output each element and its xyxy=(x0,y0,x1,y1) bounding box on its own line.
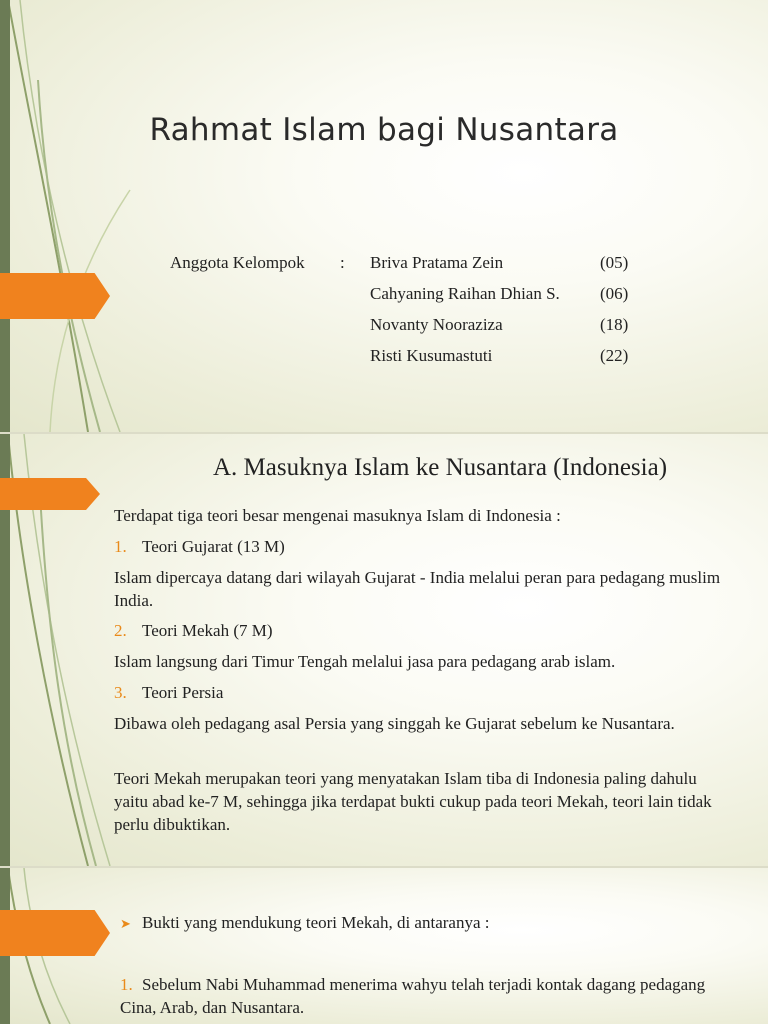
evidence-item xyxy=(120,973,710,1019)
slide-2 xyxy=(0,434,768,866)
theory-title-text: Teori Mekah (7 M) xyxy=(142,621,273,640)
member-number: (22) xyxy=(600,346,629,365)
member-number: (06) xyxy=(600,284,629,303)
colon: : xyxy=(340,253,345,272)
member-name: Cahyaning Raihan Dhian S. xyxy=(370,284,560,303)
list-number: 1. xyxy=(120,975,133,994)
slide-1 xyxy=(0,0,768,432)
left-accent-bar xyxy=(0,0,10,432)
member-number: (05) xyxy=(600,253,629,272)
theory-title xyxy=(114,681,724,704)
evidence-text: Sebelum Nabi Muhammad menerima wahyu telah terjadi kontak dagang pedagang Cina, Arab, dan Nusantara. xyxy=(120,975,706,1017)
intro-text: Terdapat tiga teori besar mengenai masuknya Islam di Indonesia : xyxy=(114,506,561,525)
member-name: Risti Kusumastuti xyxy=(370,346,493,365)
list-number: 3. xyxy=(114,683,127,702)
orange-tab xyxy=(0,478,100,510)
bullet-text: Bukti yang mendukung teori Mekah, di antaranya : xyxy=(142,913,490,932)
theory-description: Islam langsung dari Timur Tengah melalui jasa para pedagang arab islam. xyxy=(114,652,616,671)
theory-title xyxy=(114,535,724,558)
theory-title-text: Teori Gujarat (13 M) xyxy=(142,537,285,556)
section-heading: A. Masuknya Islam ke Nusantara (Indonesia) xyxy=(212,454,668,481)
orange-tab xyxy=(0,910,110,956)
member-number: (18) xyxy=(600,315,629,334)
page-title: Rahmat Islam bagi Nusantara xyxy=(149,112,619,148)
conclusion-text: Teori Mekah merupakan teori yang menyatakan Islam tiba di Indonesia paling dahulu yaitu abad ke-7 M, sehingga jika terdapat bukti cukup pada teori Mekah, teori lain tidak perlu dibuktikan. xyxy=(114,769,712,834)
theory-title-text: Teori Persia xyxy=(142,683,224,702)
theory-title xyxy=(114,619,724,642)
arrow-bullet-icon: ➤ xyxy=(120,916,131,931)
theory-description: Islam dipercaya datang dari wilayah Gujarat - India melalui peran para pedagang muslim India. xyxy=(114,568,721,610)
list-number: 2. xyxy=(114,621,127,640)
leaf-decoration-icon xyxy=(0,0,140,432)
orange-tab xyxy=(0,273,110,319)
bullet-item xyxy=(120,911,730,935)
member-name: Novanty Nooraziza xyxy=(370,315,503,334)
theory-description: Dibawa oleh pedagang asal Persia yang singgah ke Gujarat sebelum ke Nusantara. xyxy=(114,714,675,733)
group-label: Anggota Kelompok xyxy=(170,253,305,272)
list-number: 1. xyxy=(114,537,127,556)
slide-3 xyxy=(0,868,768,1024)
member-name: Briva Pratama Zein xyxy=(370,253,504,272)
